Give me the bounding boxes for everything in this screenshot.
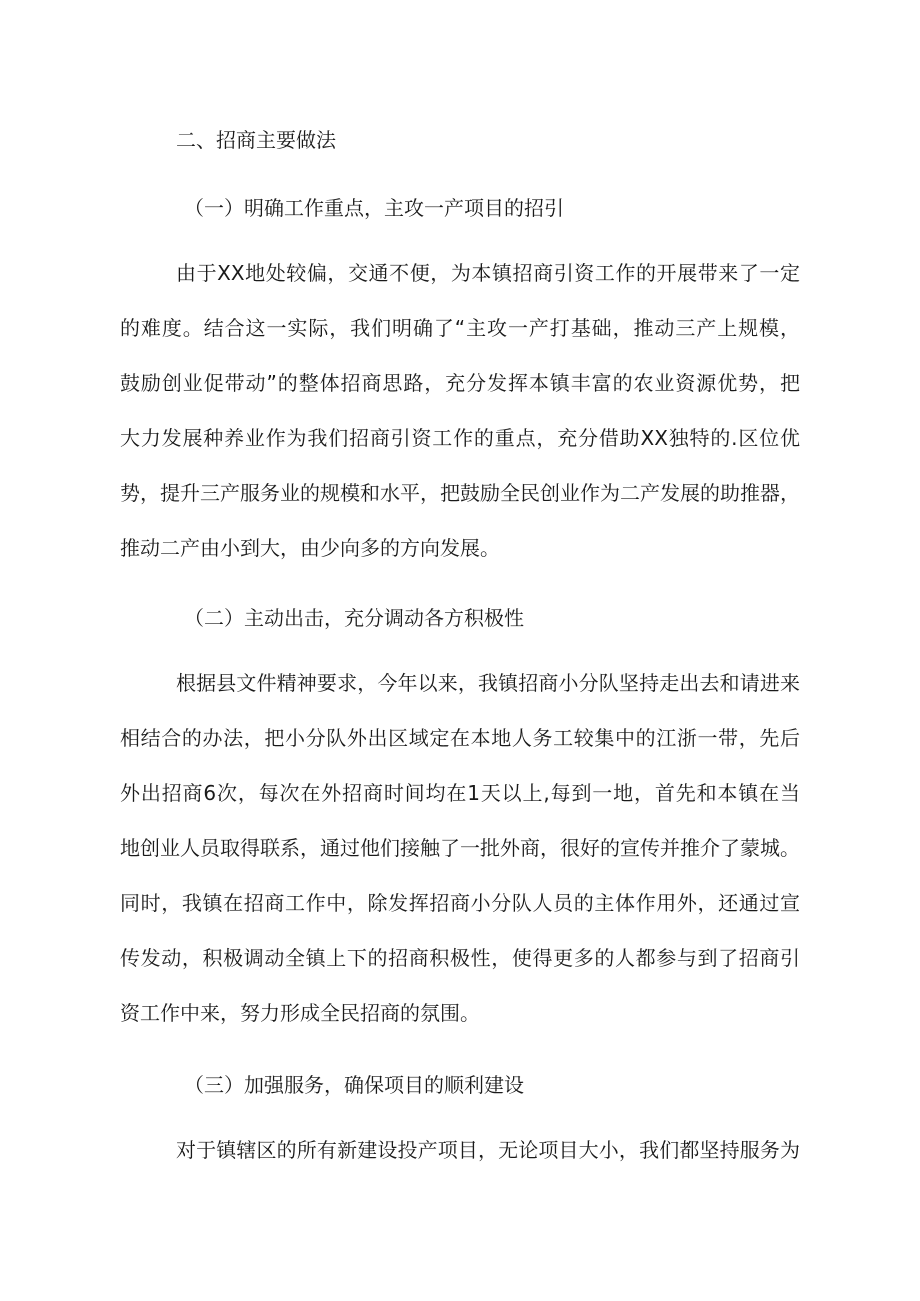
paragraph-3: [120, 1123, 800, 1178]
paragraph-line: 的难度。结合这一实际，我们明确了“主攻一产打基础，推动三产上规模，: [120, 316, 800, 340]
paragraph-2: [120, 656, 800, 1041]
subsection-title-2: （二）主动出击，充分调动各方积极性: [184, 606, 524, 630]
paragraph-line: 同时，我镇在招商工作中，除发挥招商小分队人员的主体作用外，还通过宣: [120, 891, 800, 915]
paragraph-line: 根据县文件精神要求，今年以来，我镇招商小分队坚持走出去和请进来: [176, 671, 800, 695]
paragraph-line: 大力发展种养业作为我们招商引资工作的重点，充分借助XX独特的.区位优: [120, 426, 800, 450]
paragraph-line: 外出招商6次，每次在外招商时间均在1天以上,每到一地，首先和本镇在当: [120, 781, 800, 805]
paragraph-line: 鼓励创业促带动”的整体招商思路，充分发挥本镇丰富的农业资源优势，把: [120, 371, 800, 395]
section-title: 二、招商主要做法: [176, 128, 336, 152]
paragraph-1: [120, 246, 800, 576]
subsection-title-1: （一）明确工作重点，主攻一产项目的招引: [184, 196, 564, 220]
paragraph-line: 相结合的办法，把小分队外出区域定在本地人务工较集中的江浙一带，先后: [120, 726, 800, 750]
subsection-title-3: （三）加强服务，确保项目的顺利建设: [184, 1073, 524, 1097]
paragraph-line: 由于XX地处较偏，交通不便，为本镇招商引资工作的开展带来了一定: [176, 261, 800, 285]
paragraph-line: 推动二产由小到大，由少向多的方向发展。: [120, 536, 500, 560]
paragraph-line: 地创业人员取得联系，通过他们接触了一批外商，很好的宣传并推介了蒙城。: [120, 836, 800, 860]
paragraph-line: 对于镇辖区的所有新建设投产项目，无论项目大小，我们都坚持服务为: [176, 1138, 800, 1162]
paragraph-line: 传发动，积极调动全镇上下的招商积极性，使得更多的人都参与到了招商引: [120, 946, 800, 970]
paragraph-line: 资工作中来，努力形成全民招商的氛围。: [120, 1001, 480, 1025]
paragraph-line: 势，提升三产服务业的规模和水平，把鼓励全民创业作为二产发展的助推器，: [120, 481, 800, 505]
